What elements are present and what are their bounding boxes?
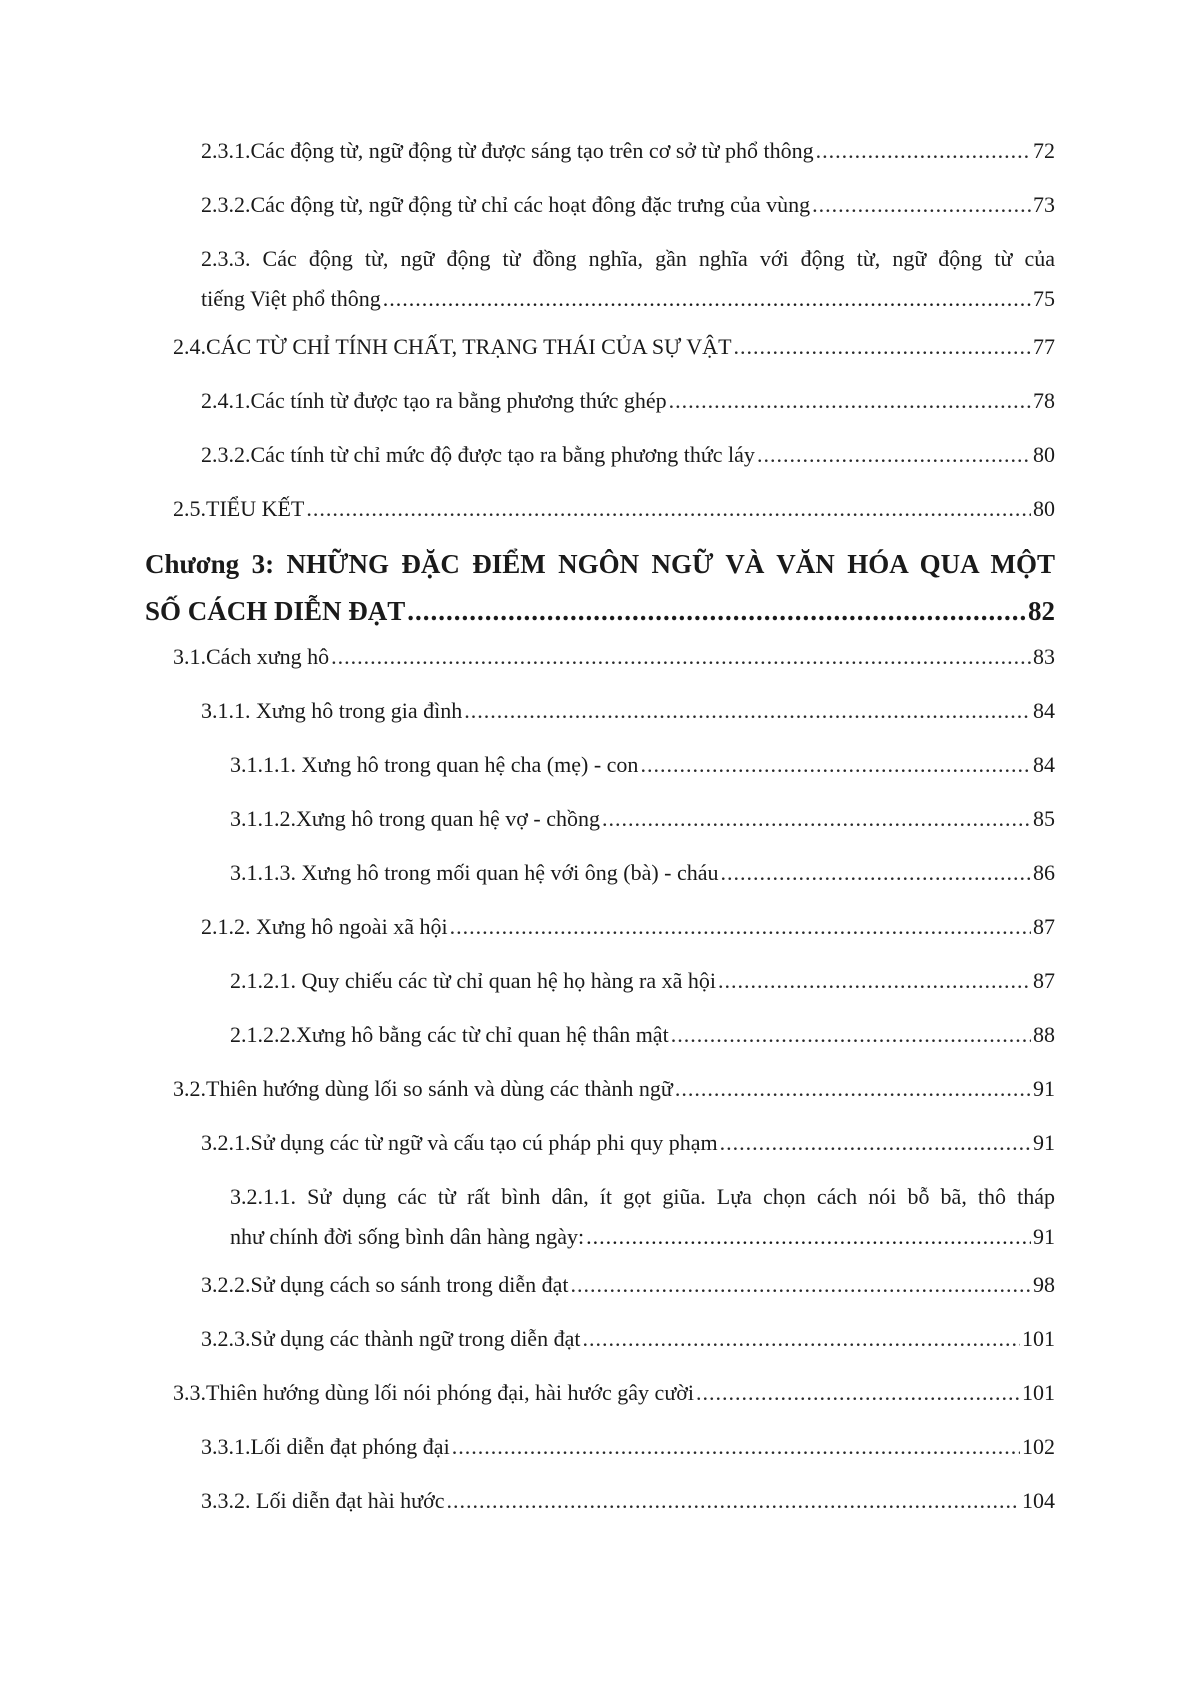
toc-entry-line2 (230, 1217, 1055, 1257)
toc-entry[interactable] (145, 1129, 1055, 1157)
toc-page-number: 101 (1022, 1326, 1055, 1351)
toc-entry-wrapped[interactable] (145, 1177, 1055, 1257)
toc-entry[interactable] (145, 1325, 1055, 1353)
toc-entry-label: 3.1.Cách xưng hô (173, 644, 330, 669)
toc-entry[interactable] (145, 1271, 1055, 1299)
toc-entry[interactable] (145, 387, 1055, 415)
toc-page-number: 82 (1028, 596, 1055, 626)
toc-page-number: 83 (1033, 644, 1055, 669)
toc-page-number: 98 (1033, 1272, 1055, 1297)
toc-entry[interactable] (145, 697, 1055, 725)
toc-page-number: 77 (1033, 334, 1055, 359)
dot-leader (407, 588, 1026, 635)
dot-leader (452, 1433, 1020, 1461)
toc-page-number: 91 (1033, 1224, 1055, 1249)
dot-leader (720, 1129, 1031, 1157)
toc-entry[interactable] (145, 1021, 1055, 1049)
dot-leader (306, 495, 1031, 523)
toc-entry-label: 2.3.2.Các động từ, ngữ động từ chỉ các hoạt đông đặc trưng của vùng (201, 192, 811, 217)
toc-page-number: 80 (1033, 496, 1055, 521)
dot-leader (450, 913, 1031, 941)
toc-entry-label: 3.1.1.3. Xưng hô trong mối quan hệ với ông (bà) - cháu (230, 860, 719, 885)
chapter-title: Chương 3: NHỮNG ĐẶC ĐIỂM NGÔN NGỮ VÀ VĂN HÓA QUA MỘT (145, 549, 1055, 579)
toc-entry-wrapped[interactable] (145, 239, 1055, 319)
toc-page-number: 104 (1022, 1488, 1055, 1513)
chapter-title-line2 (145, 588, 1055, 635)
toc-page-number: 91 (1033, 1076, 1055, 1101)
dot-leader (812, 191, 1031, 219)
toc-entry-label-cont: như chính đời sống bình dân hàng ngày: (230, 1224, 585, 1249)
toc-entry-label: 3.2.1.1. Sử dụng các từ rất bình dân, ít gọt giũa. Lựa chọn cách nói bỗ bã, thô tháp (230, 1184, 1055, 1209)
dot-leader (734, 333, 1031, 361)
toc-page-number: 72 (1033, 138, 1055, 163)
toc-page-number: 91 (1033, 1130, 1055, 1155)
dot-leader (447, 1487, 1020, 1515)
toc-page-number: 80 (1033, 442, 1055, 467)
toc-page-number: 78 (1033, 388, 1055, 413)
toc-entry[interactable] (145, 805, 1055, 833)
chapter-title-cont: SỐ CÁCH DIỄN ĐẠT (145, 596, 406, 626)
toc-entry-label: 3.3.Thiên hướng dùng lối nói phóng đại, hài hước gây cười (173, 1380, 694, 1405)
toc-page-number: 75 (1033, 286, 1055, 311)
toc-entry-label: 2.1.2.2.Xưng hô bằng các từ chỉ quan hệ thân mật (230, 1022, 669, 1047)
toc-entry[interactable] (145, 441, 1055, 469)
toc-entry[interactable] (145, 859, 1055, 887)
toc-page-number: 84 (1033, 752, 1055, 777)
toc-entry[interactable] (145, 643, 1055, 671)
table-of-contents (145, 137, 1055, 1541)
toc-page-number: 101 (1022, 1380, 1055, 1405)
dot-leader (640, 751, 1031, 779)
toc-entry-label-cont: tiếng Việt phổ thông (201, 286, 381, 311)
dot-leader (757, 441, 1031, 469)
toc-page-number: 84 (1033, 698, 1055, 723)
toc-page-number: 102 (1022, 1434, 1055, 1459)
dot-leader (582, 1325, 1020, 1353)
toc-entry-label: 3.2.2.Sử dụng cách so sánh trong diễn đạt (201, 1272, 569, 1297)
toc-entry-label: 2.3.2.Các tính từ chỉ mức độ được tạo ra bằng phương thức láy (201, 442, 755, 467)
toc-entry-line2 (201, 279, 1055, 319)
dot-leader (669, 387, 1031, 415)
toc-page-number: 87 (1033, 968, 1055, 993)
toc-page-number: 87 (1033, 914, 1055, 939)
toc-entry-label: 2.4.CÁC TỪ CHỈ TÍNH CHẤT, TRẠNG THÁI CỦA SỰ VẬT (173, 334, 732, 359)
toc-entry[interactable] (145, 137, 1055, 165)
toc-entry[interactable] (145, 333, 1055, 361)
toc-entry[interactable] (145, 495, 1055, 523)
toc-entry-label: 3.1.1. Xưng hô trong gia đình (201, 698, 463, 723)
toc-entry[interactable] (145, 1379, 1055, 1407)
toc-entry-label: 2.4.1.Các tính từ được tạo ra bằng phương thức ghép (201, 388, 667, 413)
toc-entry-label: 3.1.1.1. Xưng hô trong quan hệ cha (mẹ) - con (230, 752, 639, 777)
dot-leader (602, 805, 1031, 833)
dot-leader (464, 697, 1031, 725)
dot-leader (671, 1021, 1031, 1049)
toc-entry-label: 2.3.3. Các động từ, ngữ động từ đồng nghĩa, gần nghĩa với động từ, ngữ động từ của (201, 246, 1055, 271)
dot-leader (816, 137, 1031, 165)
dot-leader (718, 967, 1031, 995)
toc-page-number: 85 (1033, 806, 1055, 831)
toc-entry-label: 3.1.1.2.Xưng hô trong quan hệ vợ - chồng (230, 806, 601, 831)
toc-entry[interactable] (145, 191, 1055, 219)
toc-entry[interactable] (145, 751, 1055, 779)
toc-entry-label: 3.3.1.Lối diễn đạt phóng đại (201, 1434, 450, 1459)
dot-leader (331, 643, 1031, 671)
toc-page-number: 73 (1033, 192, 1055, 217)
toc-entry[interactable] (145, 967, 1055, 995)
dot-leader (571, 1271, 1031, 1299)
toc-entry-label: 3.2.1.Sử dụng các từ ngữ và cấu tạo cú pháp phi quy phạm (201, 1130, 718, 1155)
dot-leader (383, 279, 1031, 319)
toc-entry-label: 2.1.2.1. Quy chiếu các từ chỉ quan hệ họ hàng ra xã hội (230, 968, 716, 993)
toc-entry[interactable] (145, 1075, 1055, 1103)
toc-entry-label: 2.1.2. Xưng hô ngoài xã hội (201, 914, 448, 939)
dot-leader (721, 859, 1031, 887)
toc-entry-label: 2.3.1.Các động từ, ngữ động từ được sáng tạo trên cơ sở từ phổ thông (201, 138, 814, 163)
toc-chapter-heading[interactable] (145, 541, 1055, 635)
toc-entry[interactable] (145, 1433, 1055, 1461)
toc-entry-label: 2.5.TIỂU KẾT (173, 496, 305, 521)
toc-page-number: 86 (1033, 860, 1055, 885)
toc-entry-label: 3.3.2. Lối diễn đạt hài hước (201, 1488, 445, 1513)
dot-leader (675, 1075, 1031, 1103)
toc-entry-label: 3.2.3.Sử dụng các thành ngữ trong diễn đạt (201, 1326, 581, 1351)
toc-entry[interactable] (145, 913, 1055, 941)
dot-leader (696, 1379, 1020, 1407)
toc-entry[interactable] (145, 1487, 1055, 1515)
dot-leader (586, 1217, 1031, 1257)
toc-entry-label: 3.2.Thiên hướng dùng lối so sánh và dùng các thành ngữ (173, 1076, 673, 1101)
toc-page-number: 88 (1033, 1022, 1055, 1047)
